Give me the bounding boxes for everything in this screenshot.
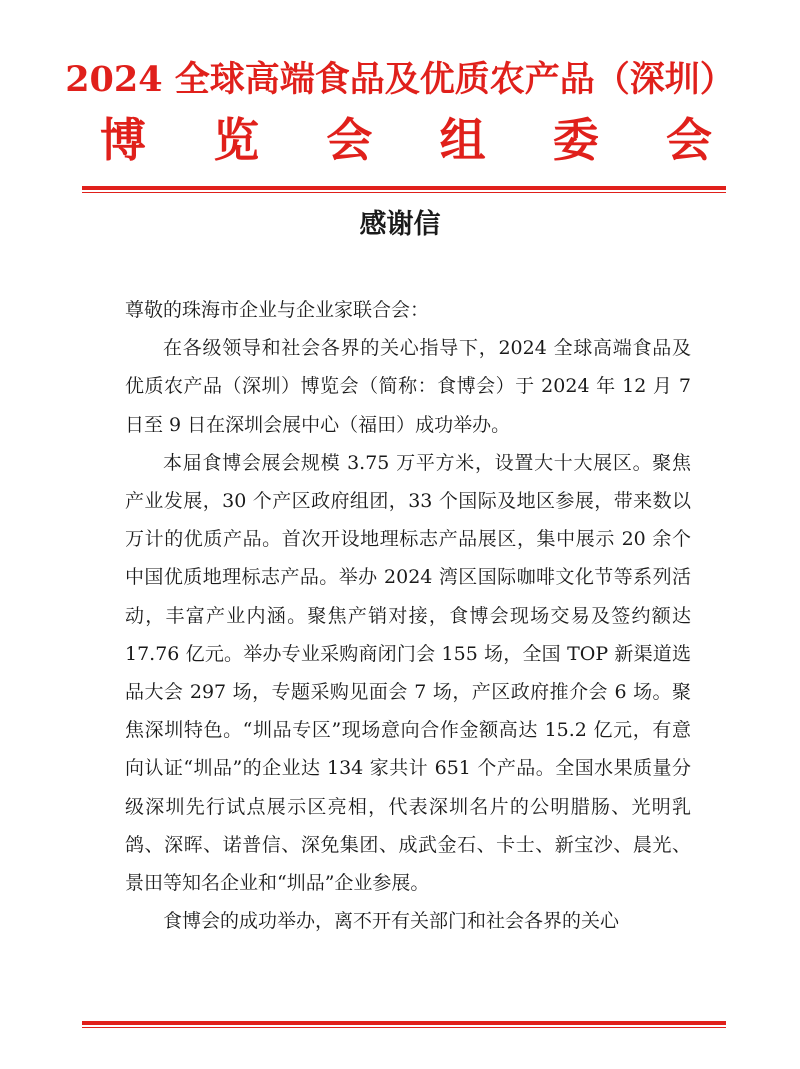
header-divider-thin [82,192,726,193]
footer-divider-thin [82,1027,726,1028]
organizer-char: 会 [665,113,712,167]
organizer-char: 博 [100,113,146,167]
footer-divider-thick [82,1021,726,1025]
letter-paragraph: 本届食博会展会规模 3.75 万平方米，设置大十大展区。聚焦产业发展，30 个产区政府组团，33 个国际及地区参展，带来数以万计的优质产品。首次开设地理标志产品展区，集中展示 20 余个中国优质地理标志产品。举办 2024 湾区国际咖啡文化节等系列活动，丰富产业内涵。聚焦产销对接，食博会现场交易及签约额达 17.76 亿元。举办专业采购商闭门会 155 场，全国 TOP 新渠道选品大会 297 场，专题采购见面会 7 场，产区政府推介会 6 场。聚焦深圳特色。“圳品专区”现场意向合作金额高达 15.2 亿元，有意向认证“圳品”的企业达 134 家共计 651 个产品。全国水果质量分级深圳先行试点展示区亮相，代表深圳名片的公明腊肠、光明乳鸽、深晖、诺普信、深免集团、成武金石、卡士、新宝沙、晨光、景田等知名企业和“圳品”企业参展。 [125,451,691,895]
letter-salutation: 尊敬的珠海市企业与企业家联合会： [125,299,430,321]
letter-body [125,291,691,940]
organizer-char: 委 [552,113,599,167]
organizer-char: 会 [326,113,373,167]
organizer-char: 组 [439,113,486,167]
letter-paragraph: 食博会的成功举办，离不开有关部门和社会各界的关心 [163,910,620,933]
letter-title: 感谢信 [359,209,441,240]
letterhead-organizer [100,112,712,168]
letterhead-title: 2024 全球高端食品及优质农产品（深圳） [65,59,735,100]
letter-paragraph: 在各级领导和社会各界的关心指导下，2024 全球高端食品及优质农产品（深圳）博览会（简称：食博会）于 2024 年 12 月 7 日至 9 日在深圳会展中心（福田）成功举办。 [125,337,691,436]
organizer-char: 览 [213,113,260,167]
header-divider-thick [82,186,726,190]
